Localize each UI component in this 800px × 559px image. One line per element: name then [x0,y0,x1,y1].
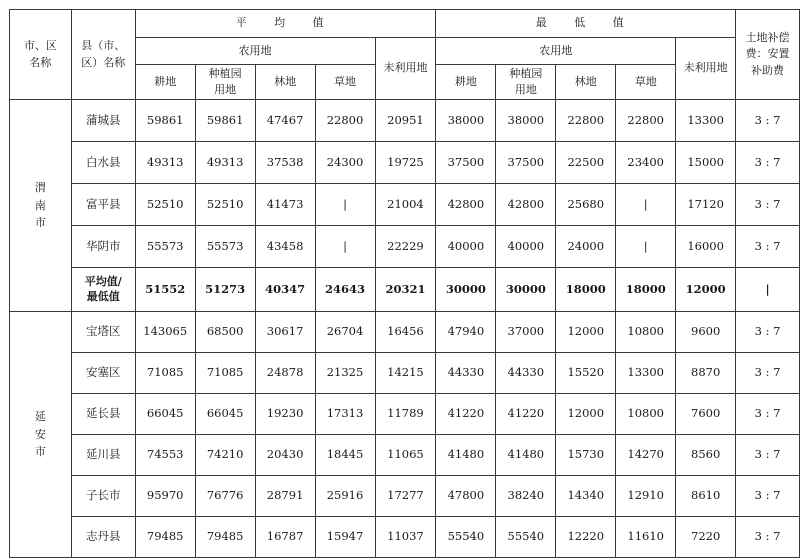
average-group-header: 平 均 值 [135,10,436,38]
minimum-unused-cell: 8560 [676,435,736,476]
average-forest-cell: 47467 [255,100,315,142]
table-row [10,435,800,476]
table-row [10,312,800,353]
average-cultivated-cell: 51552 [135,268,195,312]
average-grass-cell: 21325 [315,353,375,394]
minimum-plantation-cell: 38000 [496,100,556,142]
region-name-cell: 延 安 市 [10,312,72,558]
minimum-plantation-cell: 44330 [496,353,556,394]
average-cultivated-cell: 143065 [135,312,195,353]
average-plantation-cell: 76776 [195,476,255,517]
ratio-cell: 3 : 7 [736,100,800,142]
average-grass-header: 草地 [315,65,375,100]
minimum-forest-cell: 22800 [556,100,616,142]
county-name-cell: 华阴市 [71,226,135,268]
ratio-cell: 3 : 7 [736,394,800,435]
average-cultivated-cell: 55573 [135,226,195,268]
county-name-cell: 志丹县 [71,517,135,558]
average-agri-land-header: 农用地 [135,38,375,65]
minimum-plantation-cell: 41220 [496,394,556,435]
average-plantation-cell: 79485 [195,517,255,558]
average-cultivated-cell: 49313 [135,142,195,184]
county-name-cell: 延长县 [71,394,135,435]
land-compensation-table [9,9,800,558]
minimum-plantation-cell: 30000 [496,268,556,312]
county-name-cell: 延川县 [71,435,135,476]
minimum-unused-cell: 7220 [676,517,736,558]
average-forest-cell: 19230 [255,394,315,435]
minimum-cultivated-header: 耕地 [436,65,496,100]
average-plantation-cell: 74210 [195,435,255,476]
minimum-forest-cell: 12000 [556,312,616,353]
minimum-cultivated-cell: 37500 [436,142,496,184]
ratio-cell: 3 : 7 [736,184,800,226]
average-plantation-cell: 52510 [195,184,255,226]
average-plantation-cell: 71085 [195,353,255,394]
minimum-plantation-cell: 38240 [496,476,556,517]
minimum-forest-cell: 15520 [556,353,616,394]
summary-row [10,268,800,312]
minimum-unused-cell: 13300 [676,100,736,142]
table-row [10,142,800,184]
minimum-unused-cell: 17120 [676,184,736,226]
average-unused-cell: 22229 [375,226,436,268]
average-forest-cell: 28791 [255,476,315,517]
average-unused-cell: 16456 [375,312,436,353]
average-unused-cell: 17277 [375,476,436,517]
table-row [10,394,800,435]
average-cultivated-cell: 66045 [135,394,195,435]
minimum-cultivated-cell: 44330 [436,353,496,394]
average-unused-cell: 11789 [375,394,436,435]
minimum-grass-header: 草地 [616,65,676,100]
ratio-cell: 3 : 7 [736,142,800,184]
table-row [10,517,800,558]
average-forest-header: 林地 [255,65,315,100]
average-plantation-cell: 51273 [195,268,255,312]
average-forest-cell: 24878 [255,353,315,394]
average-unused-cell: 11065 [375,435,436,476]
minimum-cultivated-cell: 42800 [436,184,496,226]
average-unused-cell: 14215 [375,353,436,394]
average-cultivated-cell: 79485 [135,517,195,558]
table-row [10,100,800,142]
minimum-forest-cell: 22500 [556,142,616,184]
minimum-cultivated-cell: 41220 [436,394,496,435]
county-name-cell: 白水县 [71,142,135,184]
minimum-grass-cell: 18000 [616,268,676,312]
average-unused-cell: 20321 [375,268,436,312]
average-unused-cell: 20951 [375,100,436,142]
minimum-grass-cell: | [616,226,676,268]
average-unused-cell: 19725 [375,142,436,184]
county-name-cell: 安塞区 [71,353,135,394]
minimum-grass-cell: 23400 [616,142,676,184]
minimum-grass-cell: 14270 [616,435,676,476]
county-name-cell: 蒲城县 [71,100,135,142]
average-plantation-cell: 59861 [195,100,255,142]
minimum-forest-cell: 18000 [556,268,616,312]
average-cultivated-cell: 95970 [135,476,195,517]
table-row [10,184,800,226]
minimum-plantation-cell: 37500 [496,142,556,184]
region-name-cell: 渭 南 市 [10,100,72,312]
ratio-cell: 3 : 7 [736,312,800,353]
minimum-unused-land-header: 未利用地 [676,38,736,100]
table-row [10,476,800,517]
minimum-cultivated-cell: 38000 [436,100,496,142]
average-forest-cell: 37538 [255,142,315,184]
average-forest-cell: 41473 [255,184,315,226]
minimum-cultivated-cell: 41480 [436,435,496,476]
city-header: 市、区 名称 [10,10,72,100]
minimum-plantation-header: 种植园 用地 [496,65,556,100]
average-grass-cell: | [315,184,375,226]
average-cultivated-cell: 74553 [135,435,195,476]
ratio-cell: | [736,268,800,312]
minimum-unused-cell: 12000 [676,268,736,312]
average-unused-cell: 11037 [375,517,436,558]
average-grass-cell: | [315,226,375,268]
county-name-cell: 富平县 [71,184,135,226]
table-body [10,100,800,558]
average-cultivated-header: 耕地 [135,65,195,100]
minimum-forest-cell: 14340 [556,476,616,517]
average-plantation-cell: 49313 [195,142,255,184]
minimum-agri-land-header: 农用地 [436,38,676,65]
minimum-cultivated-cell: 30000 [436,268,496,312]
county-name-cell: 子长市 [71,476,135,517]
minimum-grass-cell: 10800 [616,394,676,435]
minimum-cultivated-cell: 47800 [436,476,496,517]
ratio-cell: 3 : 7 [736,226,800,268]
minimum-unused-cell: 8870 [676,353,736,394]
ratio-cell: 3 : 7 [736,435,800,476]
average-forest-cell: 40347 [255,268,315,312]
average-forest-cell: 30617 [255,312,315,353]
average-cultivated-cell: 52510 [135,184,195,226]
minimum-forest-cell: 24000 [556,226,616,268]
minimum-forest-cell: 25680 [556,184,616,226]
ratio-cell: 3 : 7 [736,517,800,558]
table-row [10,226,800,268]
minimum-cultivated-cell: 40000 [436,226,496,268]
minimum-grass-cell: 12910 [616,476,676,517]
minimum-grass-cell: 11610 [616,517,676,558]
compensation-table-container [9,9,800,558]
average-plantation-cell: 66045 [195,394,255,435]
minimum-forest-header: 林地 [556,65,616,100]
minimum-grass-cell: 13300 [616,353,676,394]
average-plantation-cell: 68500 [195,312,255,353]
minimum-plantation-cell: 41480 [496,435,556,476]
minimum-plantation-cell: 37000 [496,312,556,353]
minimum-unused-cell: 15000 [676,142,736,184]
average-grass-cell: 24643 [315,268,375,312]
minimum-group-header: 最 低 值 [436,10,736,38]
average-grass-cell: 15947 [315,517,375,558]
ratio-header: 土地补偿 费：安置 补助费 [736,10,800,100]
average-grass-cell: 17313 [315,394,375,435]
minimum-grass-cell: 10800 [616,312,676,353]
minimum-plantation-cell: 55540 [496,517,556,558]
minimum-grass-cell: | [616,184,676,226]
minimum-forest-cell: 15730 [556,435,616,476]
minimum-plantation-cell: 40000 [496,226,556,268]
average-forest-cell: 16787 [255,517,315,558]
average-plantation-header: 种植园 用地 [195,65,255,100]
average-grass-cell: 25916 [315,476,375,517]
minimum-forest-cell: 12000 [556,394,616,435]
average-forest-cell: 20430 [255,435,315,476]
minimum-unused-cell: 9600 [676,312,736,353]
county-name-cell: 平均值/ 最低值 [71,268,135,312]
average-plantation-cell: 55573 [195,226,255,268]
average-grass-cell: 18445 [315,435,375,476]
average-unused-land-header: 未利用地 [375,38,436,100]
minimum-cultivated-cell: 55540 [436,517,496,558]
average-cultivated-cell: 71085 [135,353,195,394]
minimum-plantation-cell: 42800 [496,184,556,226]
minimum-cultivated-cell: 47940 [436,312,496,353]
average-forest-cell: 43458 [255,226,315,268]
ratio-cell: 3 : 7 [736,476,800,517]
minimum-unused-cell: 8610 [676,476,736,517]
average-grass-cell: 26704 [315,312,375,353]
average-unused-cell: 21004 [375,184,436,226]
minimum-unused-cell: 16000 [676,226,736,268]
county-name-cell: 宝塔区 [71,312,135,353]
minimum-unused-cell: 7600 [676,394,736,435]
ratio-cell: 3 : 7 [736,353,800,394]
county-header: 县（市、 区）名称 [71,10,135,100]
average-cultivated-cell: 59861 [135,100,195,142]
minimum-forest-cell: 12220 [556,517,616,558]
average-grass-cell: 24300 [315,142,375,184]
minimum-grass-cell: 22800 [616,100,676,142]
table-header [10,10,800,100]
table-row [10,353,800,394]
average-grass-cell: 22800 [315,100,375,142]
